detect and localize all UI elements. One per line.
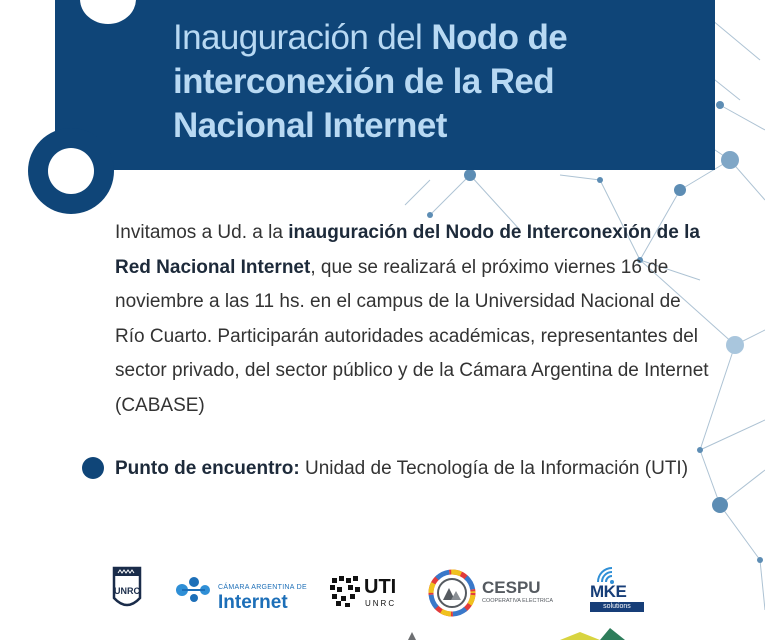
sponsor-logos [0, 560, 765, 640]
decorative-circle-inner [48, 148, 94, 194]
unrc-logo [112, 564, 142, 614]
invitation-rest: , que se realizará el próximo viernes 16 de noviembre a las 11 hs. en el campus de la Universidad Nacional de Río Cuarto. Participarán autoridades académicas, representantes del sector privado, del sector público y de la Cámara Argentina de Internet (CABASE) [115, 256, 709, 416]
mke-logo [588, 564, 648, 610]
decorative-circle-ring [28, 128, 114, 214]
mke-subtext: solutions [590, 602, 644, 612]
title-bold: Nodo de interconexión de la Red Nacional Internet [173, 18, 568, 145]
meeting-point-value: Unidad de Tecnología de la Información (UTI) [299, 458, 689, 479]
bullet-dot [82, 457, 104, 479]
invitation-paragraph [115, 216, 715, 423]
mke-text: MKE [590, 582, 627, 601]
invitation-highlight: inauguración del Nodo de Interconexión de la Red Nacional Internet [115, 222, 700, 278]
title-light: Inauguración del [173, 18, 432, 57]
cabase-dots-icon [174, 574, 214, 604]
cespu-logo [427, 568, 554, 618]
meeting-point [115, 452, 715, 486]
unrc-text: UNRC [114, 586, 140, 596]
invitation-intro: Invitamos a Ud. a la [115, 222, 289, 243]
page-title [173, 16, 703, 148]
meeting-point-label: Punto de encuentro: [115, 458, 300, 479]
wifi-signal-icon [588, 564, 648, 584]
cabase-big-text: Internet [218, 592, 288, 613]
cespu-ring-icon [427, 568, 477, 618]
cespu-subtext: COOPERATIVA ELECTRICA [482, 598, 554, 604]
uti-subtext: UNRC [365, 599, 397, 608]
cespu-text: CESPU [482, 578, 541, 597]
uti-logo [328, 574, 397, 608]
university-crest-icon [112, 564, 142, 614]
uti-pattern-icon [328, 574, 362, 608]
header-banner [55, 0, 715, 170]
cabase-small-text: CÁMARA ARGENTINA DE [218, 584, 307, 591]
uti-text: UTI [364, 576, 397, 598]
